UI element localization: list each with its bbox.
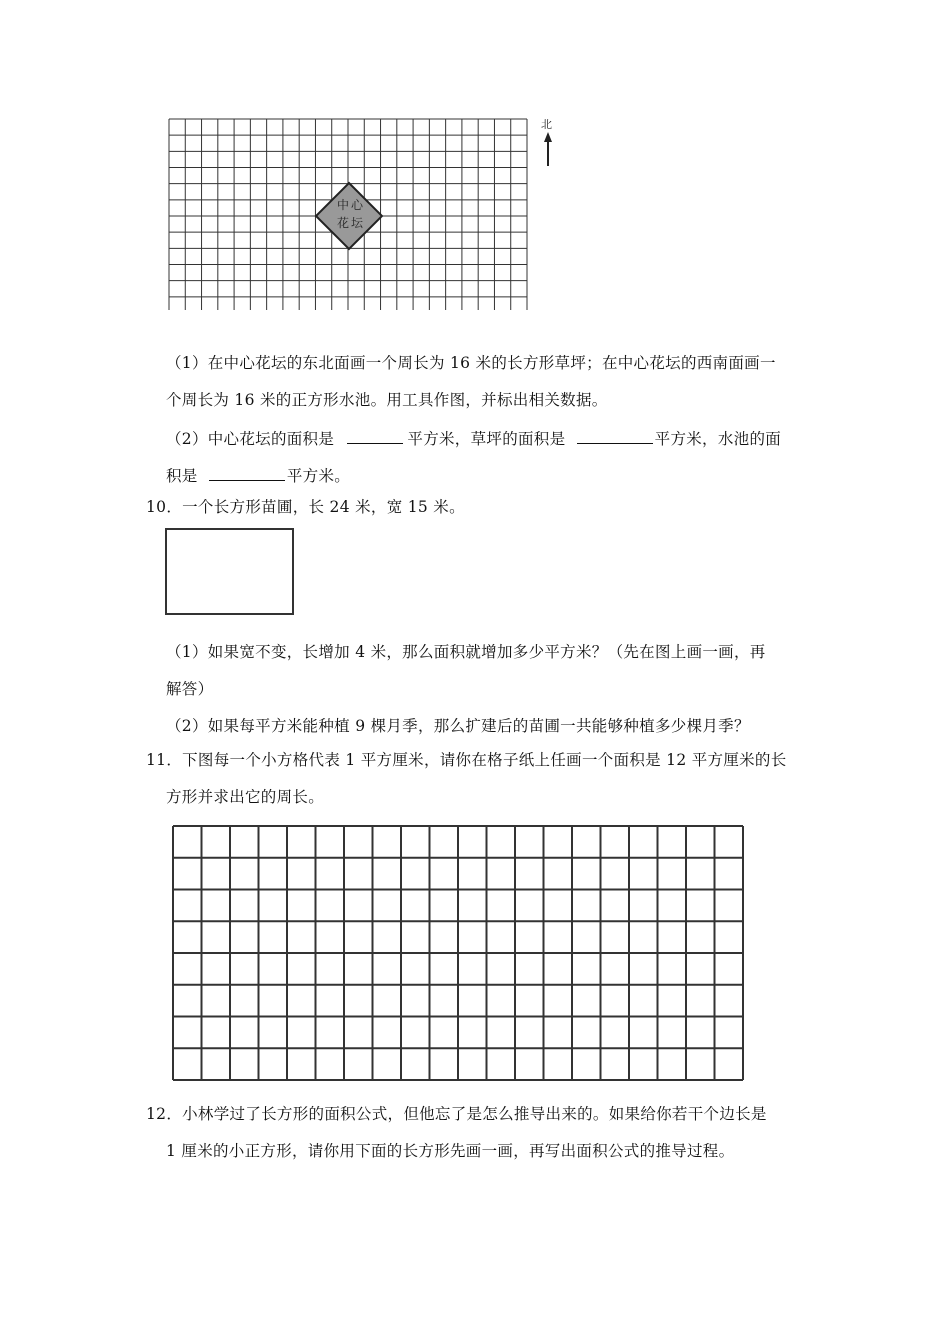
q10-part1-line2: 解答） [166, 680, 214, 698]
flowerbed-area-blank[interactable] [347, 427, 403, 444]
q11-line1: 11．下图每一个小方格代表 1 平方厘米，请你在格子纸上任画一个面积是 12 平方厘米的长 [146, 751, 787, 769]
central-flowerbed [316, 183, 382, 249]
nursery-rectangle-figure [164, 527, 294, 617]
pond-area-blank[interactable] [209, 464, 285, 481]
flowerbed-char-1: 中 [337, 198, 350, 212]
square-cm-grid [0, 820, 950, 1090]
q9-part2-line1 [166, 427, 781, 449]
q9-part2-text-d: 积是 [166, 467, 198, 485]
flowerbed-char-3: 花 [337, 216, 350, 230]
q9-part2-text-a: （2）中心花坛的面积是 [166, 430, 335, 448]
q9-part1-line2: 个周长为 16 米的正方形水池。用工具作图，并标出相关数据。 [166, 391, 608, 409]
flowerbed-char-2: 心 [351, 198, 364, 212]
q9-part1-line1: （1）在中心花坛的东北面画一个周长为 16 米的长方形草坪；在中心花坛的西南面画一 [166, 354, 776, 372]
north-arrow-icon [544, 132, 552, 166]
q9-part2-text-e: 平方米。 [286, 467, 351, 485]
q9-part2-text-c: 平方米，水池的面 [654, 430, 782, 448]
q10-part1-line1: （1）如果宽不变，长增加 4 米，那么面积就增加多少平方米？（先在图上画一画，再 [166, 643, 766, 661]
north-label: 北 [541, 118, 552, 131]
lawn-area-blank[interactable] [577, 427, 653, 444]
q12-line1: 12．小林学过了长方形的面积公式，但他忘了是怎么推导出来的。如果给你若干个边长是 [146, 1105, 767, 1123]
q12-line2: 1 厘米的小正方形，请你用下面的长方形先画一画，再写出面积公式的推导过程。 [166, 1142, 735, 1160]
garden-grid-figure [0, 110, 950, 310]
nursery-rectangle [166, 529, 293, 614]
q9-part2-line2 [166, 464, 350, 486]
q10-stem: 10．一个长方形苗圃，长 24 米，宽 15 米。 [146, 498, 465, 516]
flowerbed-char-4: 坛 [351, 216, 364, 230]
q11-line2: 方形并求出它的周长。 [166, 788, 325, 806]
grid-lines [173, 826, 743, 1080]
q9-part2-text-b: 平方米，草坪的面积是 [407, 430, 566, 448]
q10-part2: （2）如果每平方米能种植 9 棵月季，那么扩建后的苗圃一共能够种植多少棵月季？ [166, 717, 750, 735]
